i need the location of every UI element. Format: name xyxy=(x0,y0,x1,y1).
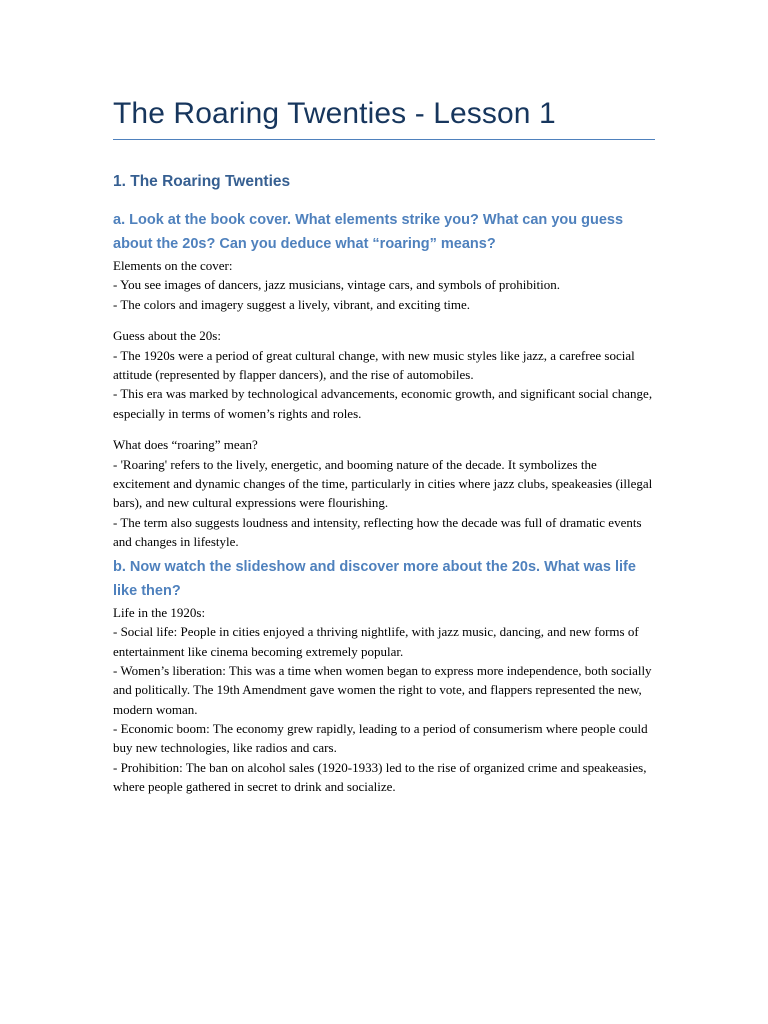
paragraph-spacer xyxy=(113,423,655,436)
bullet-line: - Economic boom: The economy grew rapidly, leading to a period of consumerism where people could buy new technologies, like radios and cars. xyxy=(113,720,648,756)
document-title: The Roaring Twenties - Lesson 1 xyxy=(113,97,556,130)
bullet-line: - Prohibition: The ban on alcohol sales (1920-1933) led to the rise of organized crime and speakeasies, where people gathered in secret to drink and socialize. xyxy=(113,759,647,794)
bullet-line: - Social life: People in cities enjoyed a thriving nightlife, with jazz music, dancing, and new forms of entertainment like cinema becoming extremely popular. xyxy=(113,624,639,659)
bullet-line: - The term also suggests loudness and intensity, reflecting how the decade was full of dramatic events and changes in lifestyle. xyxy=(113,514,642,549)
bullet-line: - 'Roaring' refers to the lively, energetic, and booming nature of the decade. It symbolizes the excitement and dynamic changes of the time, particularly in cities where jazz clubs, speakeasies (illegal bars), and new cultural expressions were flourishing. xyxy=(113,456,653,511)
paragraph-spacer xyxy=(113,314,655,327)
bullet-line: - This era was marked by technological advancements, economic growth, and significant social change, especially in terms of women’s rights and roles. xyxy=(113,386,653,421)
question-b-heading: b. Now watch the slideshow and discover more about the 20s. What was life like then? xyxy=(113,559,636,600)
paragraph-heading: What does “roaring” mean? xyxy=(113,437,258,453)
paragraph-heading: Elements on the cover: xyxy=(113,258,233,273)
document-body xyxy=(113,168,655,796)
bullet-line: - You see images of dancers, jazz musicians, vintage cars, and symbols of prohibition. xyxy=(113,277,560,293)
bullet-line: - The colors and imagery suggest a lively, vibrant, and exciting time. xyxy=(113,296,471,312)
section-heading: 1. The Roaring Twenties xyxy=(113,173,291,190)
elements-on-cover-paragraph xyxy=(113,256,655,314)
paragraph-heading: Life in the 1920s: xyxy=(113,605,206,621)
question-a-heading: a. Look at the book cover. What elements strike you? What can you guess about the 20s? Can you deduce what “roaring” means? xyxy=(113,212,624,252)
guess-paragraph xyxy=(113,326,655,422)
paragraph-heading: Guess about the 20s: xyxy=(113,328,221,344)
bullet-line: - The 1920s were a period of great cultural change, with new music styles like jazz, a carefree social attitude (represented by flapper dancers), and the rise of automobiles. xyxy=(113,347,635,382)
bullet-line: - Women’s liberation: This was a time when women began to express more independence, both socially and politically. The 19th Amendment gave women the right to vote, and flappers represented the new, modern woman. xyxy=(113,663,652,717)
title-underline xyxy=(113,139,655,140)
life-in-1920s-paragraph xyxy=(113,603,655,796)
roaring-meaning-paragraph xyxy=(113,435,655,551)
